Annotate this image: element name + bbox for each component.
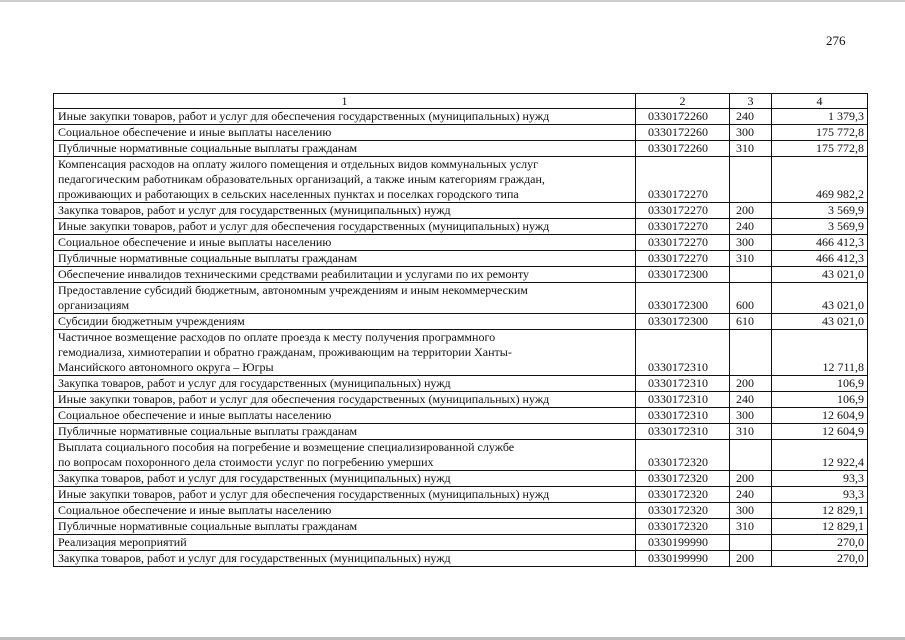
table-row (54, 392, 868, 408)
table-row (54, 314, 868, 330)
row-amount-cell: 1 379,3 (772, 109, 868, 125)
row-name-cell: Иные закупки товаров, работ и услуг для обеспечения государственных (муниципальных) нужд (54, 109, 636, 125)
row-expense-type-cell: 600 (730, 283, 772, 314)
row-code-cell: 0330199990 (636, 535, 730, 551)
row-expense-type-cell (730, 267, 772, 283)
row-amount-cell: 3 569,9 (772, 203, 868, 219)
row-name-cell: Публичные нормативные социальные выплаты гражданам (54, 519, 636, 535)
row-expense-type-cell (730, 330, 772, 376)
row-expense-type-cell: 610 (730, 314, 772, 330)
row-amount-cell: 12 829,1 (772, 503, 868, 519)
row-code-cell: 0330172270 (636, 235, 730, 251)
row-expense-type-cell (730, 157, 772, 203)
table-row (54, 203, 868, 219)
row-expense-type-cell (730, 440, 772, 471)
table-row (54, 251, 868, 267)
row-amount-cell: 106,9 (772, 392, 868, 408)
row-name-cell: Иные закупки товаров, работ и услуг для обеспечения государственных (муниципальных) нужд (54, 392, 636, 408)
row-name-cell: Публичные нормативные социальные выплаты гражданам (54, 141, 636, 157)
row-name-cell: Публичные нормативные социальные выплаты гражданам (54, 251, 636, 267)
row-expense-type-cell: 240 (730, 219, 772, 235)
row-amount-cell: 469 982,2 (772, 157, 868, 203)
row-code-cell: 0330172310 (636, 408, 730, 424)
row-name-cell: Закупка товаров, работ и услуг для государственных (муниципальных) нужд (54, 203, 636, 219)
row-expense-type-cell: 240 (730, 109, 772, 125)
row-amount-cell: 12 604,9 (772, 408, 868, 424)
row-code-cell: 0330172310 (636, 424, 730, 440)
row-expense-type-cell: 310 (730, 251, 772, 267)
table-row (54, 535, 868, 551)
row-name-cell: Обеспечение инвалидов техническими средствами реабилитации и услугами по их ремонту (54, 267, 636, 283)
row-expense-type-cell: 300 (730, 235, 772, 251)
row-amount-cell: 43 021,0 (772, 283, 868, 314)
row-name-cell: Иные закупки товаров, работ и услуг для обеспечения государственных (муниципальных) нужд (54, 487, 636, 503)
row-expense-type-cell: 200 (730, 551, 772, 567)
table-body (54, 94, 868, 567)
row-code-cell: 0330172320 (636, 503, 730, 519)
row-amount-cell: 93,3 (772, 471, 868, 487)
row-expense-type-cell: 200 (730, 471, 772, 487)
table-row (54, 235, 868, 251)
row-name-cell: Социальное обеспечение и иные выплаты населению (54, 503, 636, 519)
row-code-cell: 0330172310 (636, 376, 730, 392)
row-expense-type-cell: 300 (730, 125, 772, 141)
table-row (54, 219, 868, 235)
row-amount-cell: 466 412,3 (772, 251, 868, 267)
table-header-row (54, 94, 868, 109)
table-row (54, 109, 868, 125)
row-amount-cell: 43 021,0 (772, 267, 868, 283)
row-amount-cell: 466 412,3 (772, 235, 868, 251)
row-code-cell: 0330172270 (636, 219, 730, 235)
row-expense-type-cell: 240 (730, 487, 772, 503)
row-amount-cell: 270,0 (772, 551, 868, 567)
row-name-cell: Частичное возмещение расходов по оплате проезда к месту получения программного гемодиализа, химиотерапии и обратно гражданам, проживающим на территории Ханты- Мансийского автономного округа – Югры (54, 330, 636, 376)
row-code-cell: 0330172270 (636, 203, 730, 219)
header-col-3: 3 (730, 94, 772, 109)
row-name-cell: Социальное обеспечение и иные выплаты населению (54, 408, 636, 424)
row-expense-type-cell: 310 (730, 519, 772, 535)
row-code-cell: 0330172260 (636, 141, 730, 157)
row-code-cell: 0330172300 (636, 314, 730, 330)
header-col-4: 4 (772, 94, 868, 109)
row-code-cell: 0330172320 (636, 440, 730, 471)
row-name-cell: Социальное обеспечение и иные выплаты населению (54, 235, 636, 251)
row-code-cell: 0330172300 (636, 283, 730, 314)
row-expense-type-cell: 310 (730, 141, 772, 157)
row-name-cell: Закупка товаров, работ и услуг для государственных (муниципальных) нужд (54, 376, 636, 392)
row-amount-cell: 93,3 (772, 487, 868, 503)
row-amount-cell: 43 021,0 (772, 314, 868, 330)
table-row (54, 519, 868, 535)
row-name-cell: Публичные нормативные социальные выплаты гражданам (54, 424, 636, 440)
row-name-cell: Закупка товаров, работ и услуг для государственных (муниципальных) нужд (54, 471, 636, 487)
row-amount-cell: 12 922,4 (772, 440, 868, 471)
header-col-2: 2 (636, 94, 730, 109)
row-name-cell: Иные закупки товаров, работ и услуг для обеспечения государственных (муниципальных) нужд (54, 219, 636, 235)
row-name-cell: Выплата социального пособия на погребение и возмещение специализированной службе по вопросам похоронного дела стоимости услуг по погребению умерших (54, 440, 636, 471)
row-amount-cell: 175 772,8 (772, 141, 868, 157)
header-col-1: 1 (54, 94, 636, 109)
row-amount-cell: 175 772,8 (772, 125, 868, 141)
row-expense-type-cell: 240 (730, 392, 772, 408)
table-row (54, 408, 868, 424)
table-row (54, 424, 868, 440)
row-expense-type-cell: 300 (730, 408, 772, 424)
row-code-cell: 0330172270 (636, 251, 730, 267)
row-code-cell: 0330172260 (636, 125, 730, 141)
row-code-cell: 0330172310 (636, 392, 730, 408)
budget-table (53, 93, 868, 567)
row-code-cell: 0330199990 (636, 551, 730, 567)
row-expense-type-cell (730, 535, 772, 551)
row-code-cell: 0330172310 (636, 330, 730, 376)
row-expense-type-cell: 300 (730, 503, 772, 519)
row-amount-cell: 3 569,9 (772, 219, 868, 235)
row-amount-cell: 12 604,9 (772, 424, 868, 440)
table-row (54, 283, 868, 314)
row-expense-type-cell: 310 (730, 424, 772, 440)
table-row (54, 551, 868, 567)
row-code-cell: 0330172320 (636, 487, 730, 503)
row-code-cell: 0330172320 (636, 471, 730, 487)
table-row (54, 376, 868, 392)
table-row (54, 267, 868, 283)
page-number: 276 (826, 33, 846, 48)
table-row (54, 487, 868, 503)
table-row (54, 125, 868, 141)
row-amount-cell: 270,0 (772, 535, 868, 551)
row-expense-type-cell: 200 (730, 203, 772, 219)
table-row (54, 330, 868, 376)
row-name-cell: Закупка товаров, работ и услуг для государственных (муниципальных) нужд (54, 551, 636, 567)
table-row (54, 141, 868, 157)
row-name-cell: Социальное обеспечение и иные выплаты населению (54, 125, 636, 141)
table-row (54, 471, 868, 487)
row-expense-type-cell: 200 (730, 376, 772, 392)
row-name-cell: Реализация мероприятий (54, 535, 636, 551)
table-row (54, 157, 868, 203)
row-code-cell: 0330172320 (636, 519, 730, 535)
row-code-cell: 0330172300 (636, 267, 730, 283)
row-amount-cell: 12 711,8 (772, 330, 868, 376)
row-amount-cell: 12 829,1 (772, 519, 868, 535)
row-name-cell: Компенсация расходов на оплату жилого помещения и отдельных видов коммунальных услуг педагогическим работникам образовательных организаций, а также иным категориям граждан, проживающих и работающих в сельских населенных пунктах и поселках городского типа (54, 157, 636, 203)
table-row (54, 440, 868, 471)
table-row (54, 503, 868, 519)
row-name-cell: Предоставление субсидий бюджетным, автономным учреждениям и иным некоммерческим организациям (54, 283, 636, 314)
row-code-cell: 0330172260 (636, 109, 730, 125)
row-name-cell: Субсидии бюджетным учреждениям (54, 314, 636, 330)
row-amount-cell: 106,9 (772, 376, 868, 392)
scan-edge-top (0, 0, 905, 2)
row-code-cell: 0330172270 (636, 157, 730, 203)
